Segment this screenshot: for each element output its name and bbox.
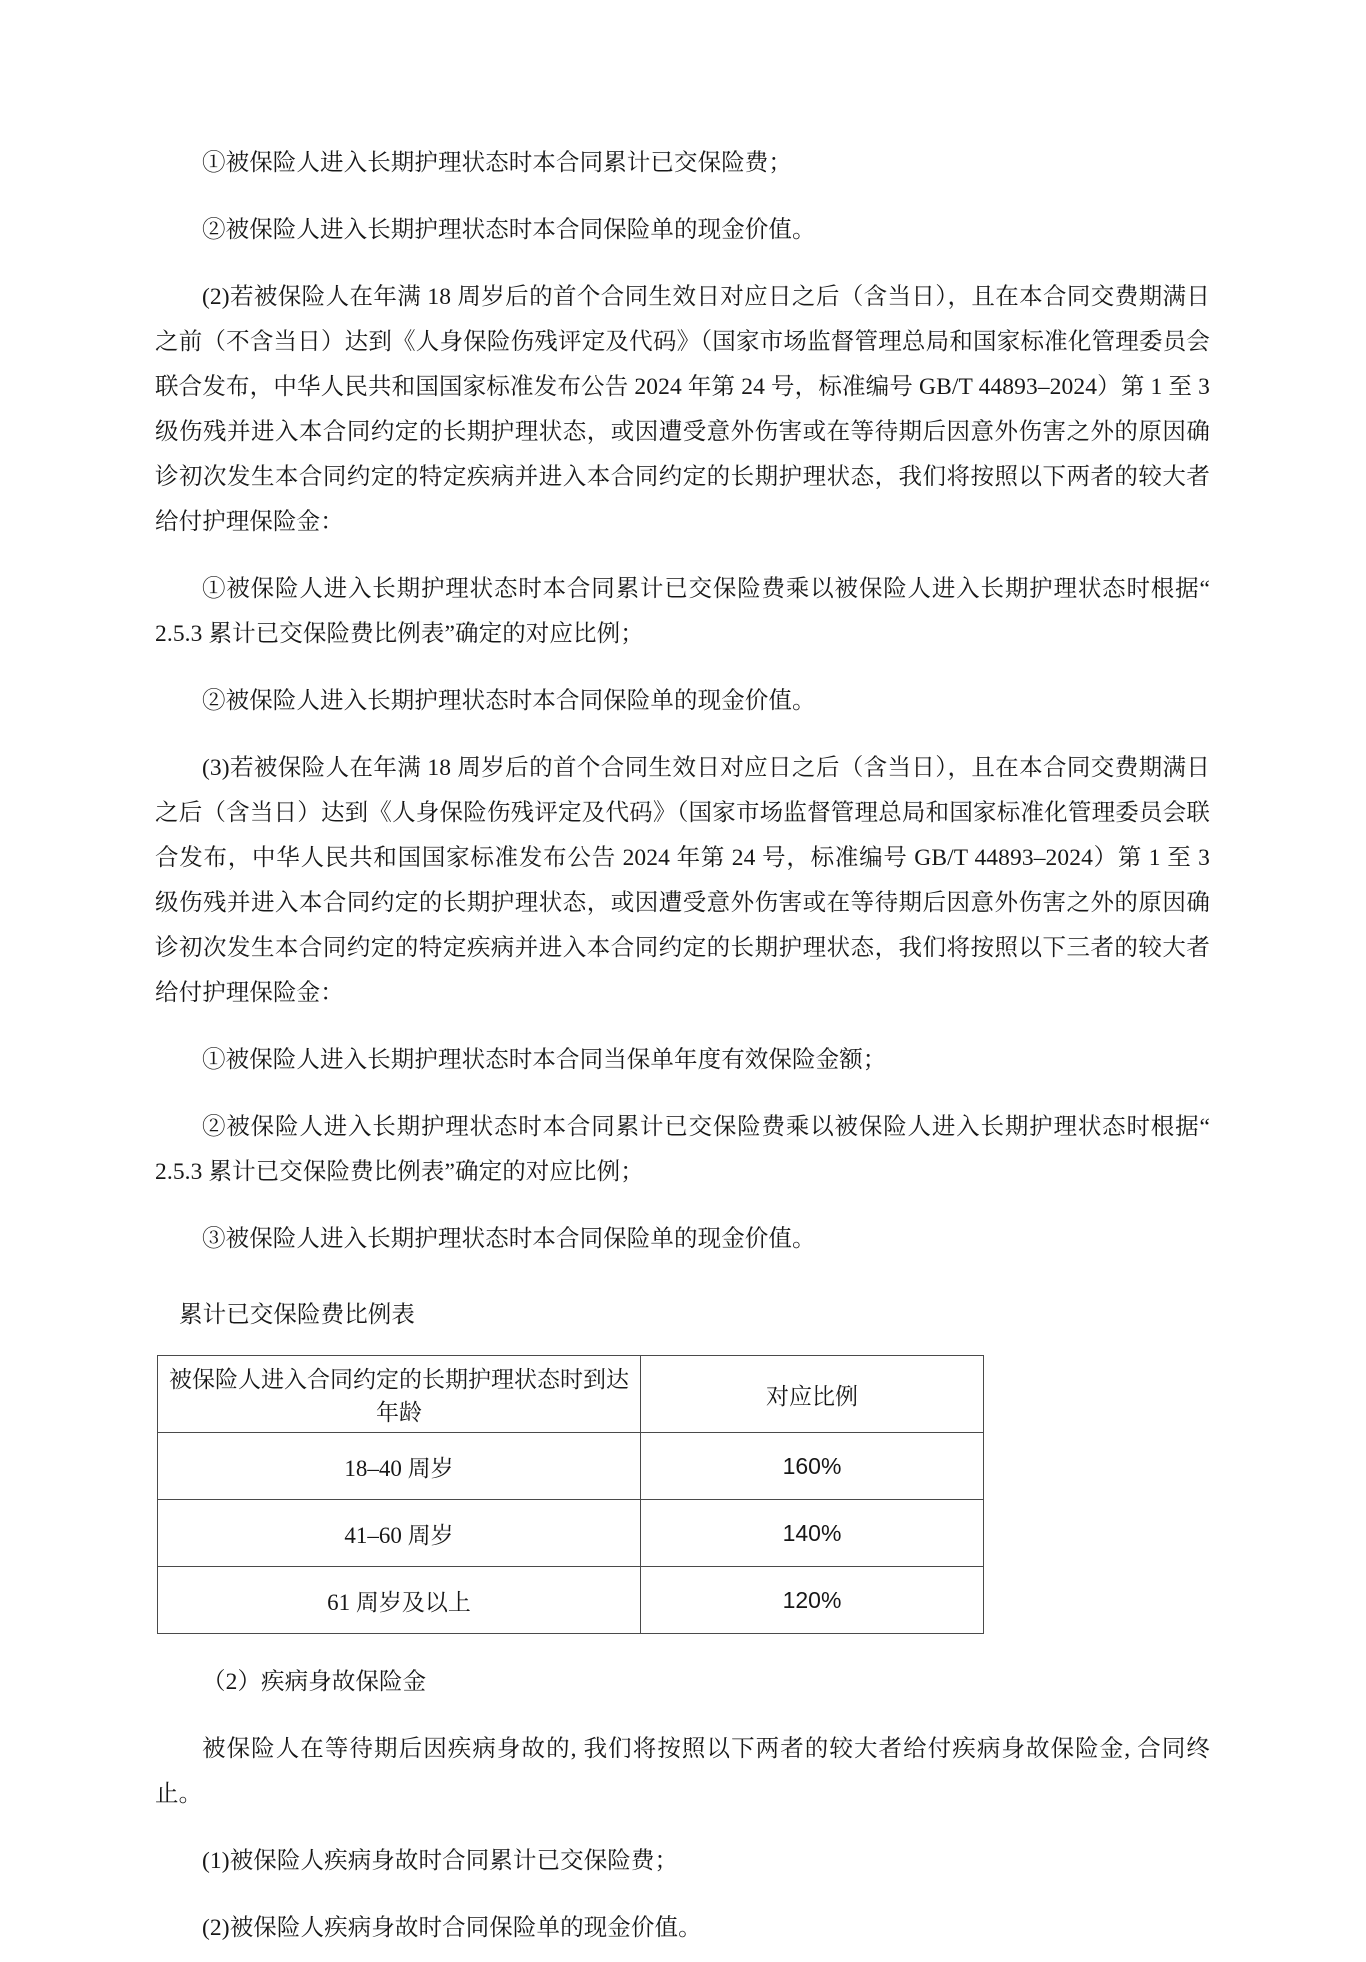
section-2-title: （2）疾病身故保险金 [202, 1669, 427, 1695]
paragraph-clause-2-item-1: ①被保险人进入长期护理状态时本合同累计已交保险费乘以被保险人进入长期护理状态时根据“ 2.5.3 累计已交保险费比例表”确定的对应比例； [155, 576, 1210, 647]
paragraph-item-1-2: ②被保险人进入长期护理状态时本合同保险单的现金价值。 [202, 217, 816, 243]
table-cell-age: 61 周岁及以上 [158, 1567, 641, 1634]
table-cell-ratio: 160% [641, 1433, 984, 1500]
section-2-body: 被保险人在等待期后因疾病身故的, 我们将按照以下两者的较大者给付疾病身故保险金, 合同终止。 [155, 1736, 1210, 1807]
ratio-table-caption: 累计已交保险费比例表 [179, 1302, 415, 1328]
paragraph-item-1-1: ①被保险人进入长期护理状态时本合同累计已交保险费； [202, 150, 792, 176]
page-content [155, 130, 1210, 1962]
table-header-ratio: 对应比例 [641, 1356, 984, 1433]
paragraph-clause-3: (3)若被保险人在年满 18 周岁后的首个合同生效日对应日之后（含当日），且在本合同交费期满日之后（含当日）达到《人身保险伤残评定及代码》（国家市场监督管理总局和国家标准化管理委员会联合发布，中华人民共和国国家标准发布公告 2024 年第 24 号，标准编号 GB/T 44893–2024）第 1 至 3 级伤残并进入本合同约定的长期护理状态，或因遭受意外伤害或在等待期后因意外伤害之外的原因确诊初次发生本合同约定的特定疾病并进入本合同约定的长期护理状态，我们将按照以下三者的较大者给付护理保险金： [155, 755, 1210, 1006]
table-header-age: 被保险人进入合同约定的长期护理状态时到达年龄 [158, 1356, 641, 1433]
table-row [158, 1433, 984, 1500]
table-cell-age: 41–60 周岁 [158, 1500, 641, 1567]
table-cell-age: 18–40 周岁 [158, 1433, 641, 1500]
cumulative-premium-ratio-table [157, 1355, 984, 1634]
paragraph-clause-2: (2)若被保险人在年满 18 周岁后的首个合同生效日对应日之后（含当日），且在本合同交费期满日之前（不含当日）达到《人身保险伤残评定及代码》（国家市场监督管理总局和国家标准化管理委员会联合发布，中华人民共和国国家标准发布公告 2024 年第 24 号，标准编号 GB/T 44893–2024）第 1 至 3 级伤残并进入本合同约定的长期护理状态，或因遭受意外伤害或在等待期后因意外伤害之外的原因确诊初次发生本合同约定的特定疾病并进入本合同约定的长期护理状态，我们将按照以下两者的较大者给付护理保险金： [155, 284, 1210, 535]
section-2-item-2: (2)被保险人疾病身故时合同保险单的现金价值。 [202, 1915, 702, 1941]
paragraph-clause-3-item-2: ②被保险人进入长期护理状态时本合同累计已交保险费乘以被保险人进入长期护理状态时根据“ 2.5.3 累计已交保险费比例表”确定的对应比例； [155, 1114, 1210, 1185]
table-header-row [158, 1356, 984, 1433]
table-row [158, 1500, 984, 1567]
table-cell-ratio: 120% [641, 1567, 984, 1634]
paragraph-clause-3-item-3: ③被保险人进入长期护理状态时本合同保险单的现金价值。 [202, 1226, 816, 1252]
table-row [158, 1567, 984, 1634]
table-cell-ratio: 140% [641, 1500, 984, 1567]
paragraph-clause-2-item-2: ②被保险人进入长期护理状态时本合同保险单的现金价值。 [202, 688, 816, 714]
section-2-item-1: (1)被保险人疾病身故时合同累计已交保险费； [202, 1848, 679, 1874]
paragraph-clause-3-item-1: ①被保险人进入长期护理状态时本合同当保单年度有效保险金额； [202, 1047, 887, 1073]
